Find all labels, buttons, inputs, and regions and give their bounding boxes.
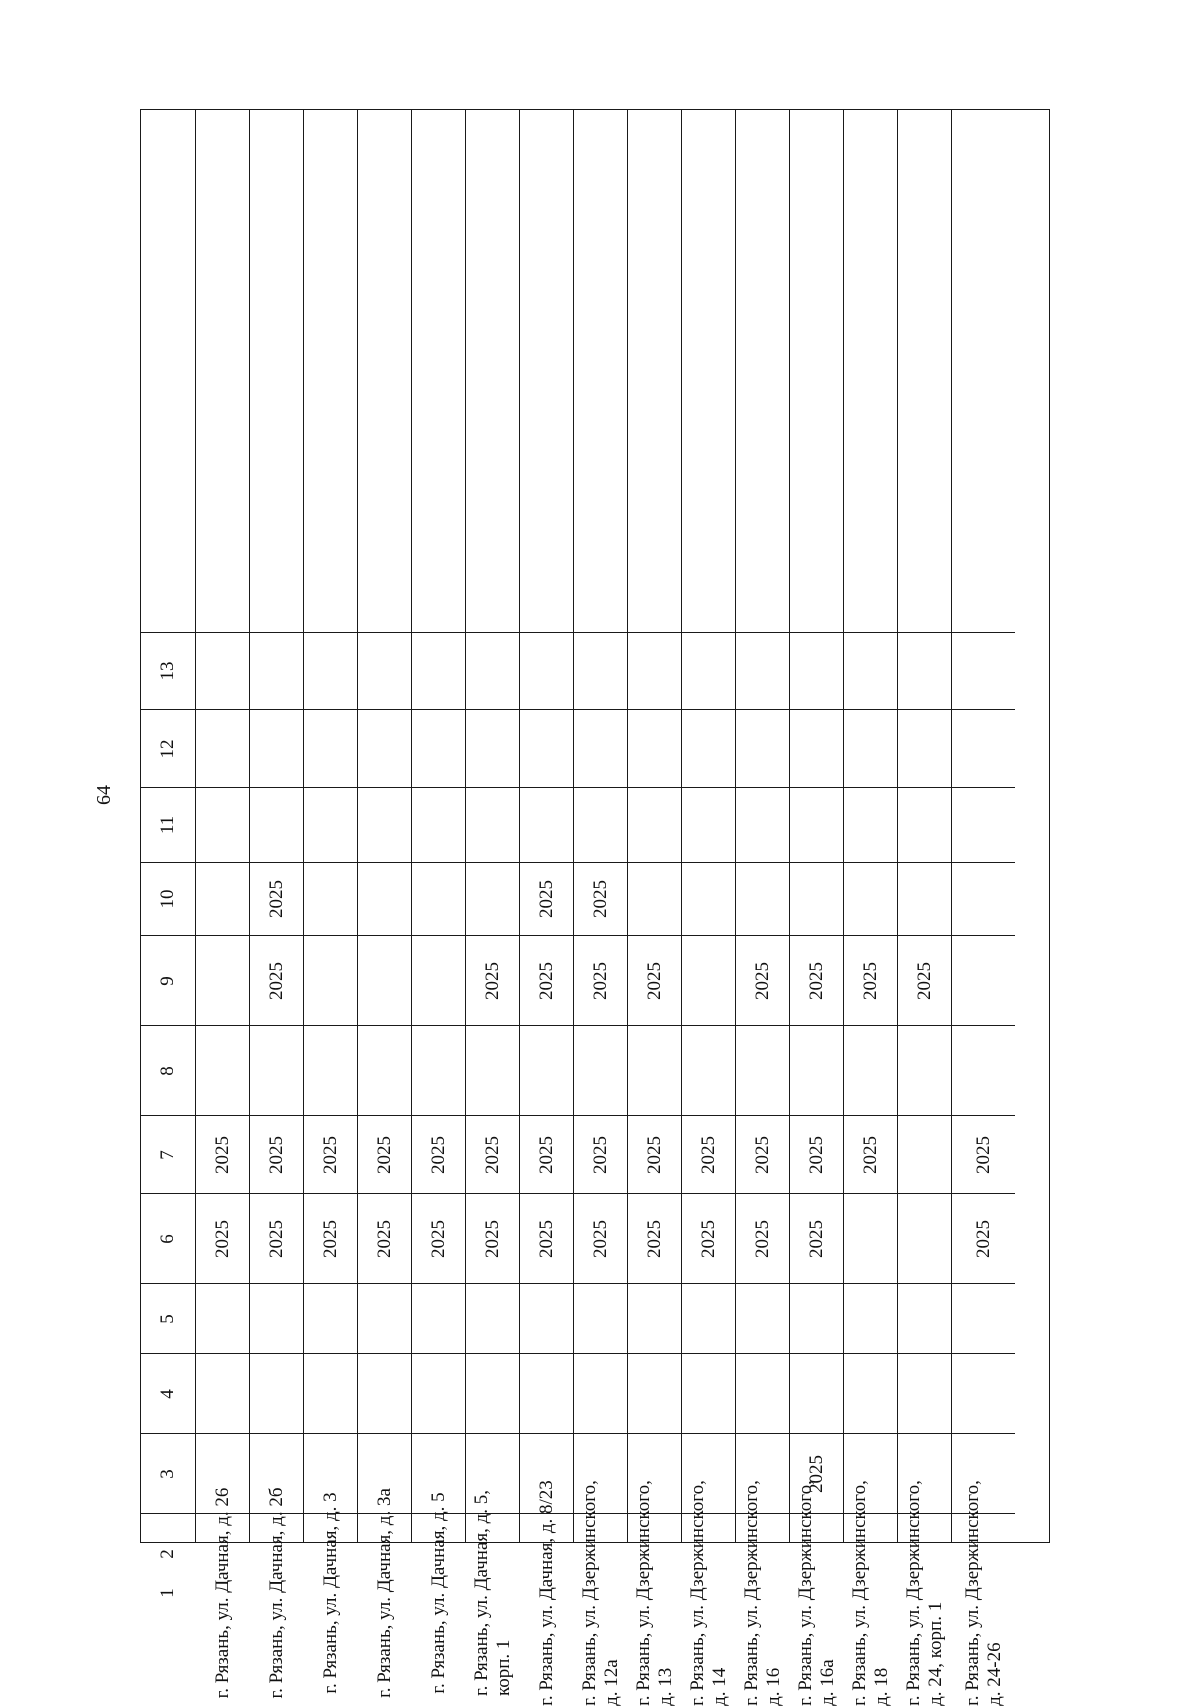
year-cell [466,1433,519,1513]
table-row [735,110,789,1706]
table-row [843,110,897,1706]
year-cell [898,1433,951,1513]
year-value: 2025 [805,1454,827,1493]
address-line: д. 13 [654,1667,676,1706]
year-cell [682,709,735,787]
year-cell [196,1283,249,1353]
year-cell [628,1283,681,1353]
year-cell [358,632,411,709]
year-cell [304,1513,357,1593]
year-cell [358,862,411,935]
year-cell [520,1433,573,1513]
year-cell [790,862,843,935]
year-cell [628,709,681,787]
year-cell [412,1115,465,1193]
year-cell [304,709,357,787]
year-cell [628,1025,681,1115]
table-row [465,110,519,1697]
year-value: 2025 [589,1219,611,1258]
year-value: 2025 [972,1219,994,1258]
column-header-label: 1 [157,1588,178,1598]
year-cell [358,1353,411,1433]
year-cell [520,1025,573,1115]
year-cell [952,709,1015,787]
year-value: 2025 [373,1219,395,1258]
year-cell [952,787,1015,862]
year-cell [682,787,735,862]
year-cell [196,1115,249,1193]
address-line: г. Рязань, ул. Дзержинского, [632,1480,654,1706]
year-cell [466,1283,519,1353]
year-cell [952,862,1015,935]
year-cell [736,935,789,1025]
year-cell [196,632,249,709]
year-cell [736,1193,789,1283]
year-cell [304,632,357,709]
year-cell [736,632,789,709]
year-cell [196,862,249,935]
table-row [627,110,681,1706]
year-cell [250,1283,303,1353]
year-cell [628,1115,681,1193]
year-cell [898,1283,951,1353]
year-cell [898,1193,951,1283]
address-line: г. Рязань, ул. Дзержинского, [848,1480,870,1706]
year-cell [250,862,303,935]
column-header-label: 5 [157,1313,178,1324]
year-cell [574,1283,627,1353]
address-line: г. Рязань, ул. Дзержинского, [961,1480,983,1706]
year-value: 2025 [697,1135,719,1174]
year-cell [790,632,843,709]
year-cell [412,787,465,862]
year-cell [682,1025,735,1115]
year-value: 2025 [265,1219,287,1258]
year-cell [844,1513,897,1593]
year-value: 2025 [697,1219,719,1258]
year-cell [898,862,951,935]
year-cell [574,862,627,935]
year-cell [574,1513,627,1593]
table-row [303,110,357,1694]
year-cell [844,1193,897,1283]
year-cell [466,935,519,1025]
year-cell [790,709,843,787]
address-line: д. 24, корп. 1 [924,1601,946,1706]
table-row [951,110,1015,1706]
year-cell [358,935,411,1025]
year-cell [682,1433,735,1513]
year-value: 2025 [481,1135,503,1174]
year-cell [790,1193,843,1283]
year-cell [952,1283,1015,1353]
year-cell [412,1025,465,1115]
year-value: 2025 [265,880,287,918]
header-row [141,110,195,1598]
year-cell [196,709,249,787]
column-header-label: 12 [157,739,178,758]
year-cell [304,935,357,1025]
year-cell [736,1283,789,1353]
year-cell [412,1433,465,1513]
year-cell [196,1513,249,1593]
column-header-cell [141,1513,195,1593]
year-value: 2025 [751,961,773,1000]
year-cell [466,1353,519,1433]
year-cell [898,935,951,1025]
year-cell [304,1433,357,1513]
column-header-cell [141,709,195,787]
address-line: д. 18 [870,1667,892,1706]
column-header-label: 2 [157,1548,178,1559]
year-value: 2025 [535,1219,557,1258]
year-cell [412,709,465,787]
year-cell [358,1115,411,1193]
column-header-cell [141,1115,195,1193]
year-cell [250,709,303,787]
table-row [411,110,465,1694]
year-value: 2025 [427,1135,449,1174]
year-value: 2025 [751,1135,773,1174]
year-cell [898,709,951,787]
column-header-label: 8 [157,1065,178,1076]
year-cell [628,935,681,1025]
column-header-label: 6 [157,1233,178,1244]
year-value: 2025 [859,1135,881,1174]
year-cell [304,1193,357,1283]
year-cell [304,1353,357,1433]
year-cell [790,1283,843,1353]
year-cell [304,1115,357,1193]
year-value: 2025 [319,1219,341,1258]
year-cell [520,1115,573,1193]
year-cell [952,1353,1015,1433]
year-cell [790,1433,843,1513]
year-value: 2025 [211,1135,233,1174]
year-cell [466,632,519,709]
year-cell [250,1025,303,1115]
address-line: д. 16а [816,1659,838,1706]
year-cell [844,632,897,709]
address-line: г. Рязань, ул. Дачная, д. 5, [470,1489,492,1697]
year-cell [682,1115,735,1193]
address-line: г. Рязань, ул. Дачная, д. 3а [373,1488,395,1698]
year-cell [844,1353,897,1433]
year-cell [628,1513,681,1593]
year-cell [520,1513,573,1593]
address-line: г. Рязань, ул. Дачная, д. 8/23 [535,1480,557,1706]
address-line: д. 12а [600,1659,622,1706]
year-cell [250,1115,303,1193]
column-header-cell [141,1283,195,1353]
year-cell [412,935,465,1025]
year-cell [574,1193,627,1283]
year-cell [682,1353,735,1433]
year-cell [466,1513,519,1593]
year-cell [628,1433,681,1513]
year-value: 2025 [805,1135,827,1174]
year-cell [844,1025,897,1115]
year-cell [196,1433,249,1513]
address-line: г. Рязань, ул. Дзержинского, [794,1480,816,1706]
address-line: г. Рязань, ул. Дачная, д. 26 [211,1487,233,1699]
year-value: 2025 [589,880,611,918]
year-cell [682,632,735,709]
year-cell [250,1433,303,1513]
year-value: 2025 [859,961,881,1000]
address-line: г. Рязань, ул. Дачная, д. 3 [319,1492,341,1694]
year-cell [844,1433,897,1513]
year-cell [898,632,951,709]
year-cell [844,709,897,787]
year-cell [790,1513,843,1593]
year-cell [358,1513,411,1593]
year-cell [412,632,465,709]
year-cell [844,1115,897,1193]
rotated-table [140,109,1050,1706]
year-cell [574,1115,627,1193]
year-value: 2025 [913,961,935,1000]
year-cell [898,1353,951,1433]
year-cell [790,935,843,1025]
table-row [681,110,735,1706]
year-cell [520,1193,573,1283]
year-cell [682,1193,735,1283]
year-cell [736,709,789,787]
address-line: корп. 1 [492,1639,514,1697]
year-cell [682,1283,735,1353]
year-cell [952,935,1015,1025]
table-row [249,110,303,1699]
year-cell [682,1513,735,1593]
year-cell [304,787,357,862]
year-cell [412,1353,465,1433]
year-cell [682,935,735,1025]
year-cell [898,1115,951,1193]
year-cell [466,709,519,787]
year-value: 2025 [805,1219,827,1258]
address-line: г. Рязань, ул. Дзержинского, [578,1480,600,1706]
year-cell [304,862,357,935]
column-header-cell [141,862,195,935]
year-value: 2025 [972,1135,994,1174]
year-cell [628,787,681,862]
year-value: 2025 [535,961,557,1000]
year-cell [304,1283,357,1353]
year-cell [466,862,519,935]
column-header-label: 10 [157,889,178,909]
column-header-cell [141,632,195,709]
table-row [897,110,951,1706]
year-cell [466,1193,519,1283]
year-cell [898,1025,951,1115]
year-cell [520,1283,573,1353]
table-row [357,110,411,1698]
year-cell [682,862,735,935]
year-cell [412,1193,465,1283]
year-cell [736,1513,789,1593]
year-cell [628,1193,681,1283]
year-cell [412,1283,465,1353]
column-header-cell [141,1353,195,1433]
year-value: 2025 [319,1135,341,1174]
year-value: 2025 [211,1219,233,1258]
table-row [195,110,249,1699]
year-cell [952,1513,1015,1593]
year-cell [196,1353,249,1433]
address-line: г. Рязань, ул. Дачная, д. 2б [265,1487,287,1699]
year-cell [196,1025,249,1115]
column-header-label: 4 [157,1388,178,1399]
year-cell [196,935,249,1025]
year-cell [250,1513,303,1593]
year-value: 2025 [535,1135,557,1174]
year-cell [736,862,789,935]
year-cell [412,862,465,935]
year-value: 2025 [265,961,287,1000]
year-cell [736,1115,789,1193]
year-cell [952,1025,1015,1115]
column-header-cell [141,1433,195,1513]
year-cell [250,787,303,862]
year-value: 2025 [805,961,827,1000]
year-cell [358,787,411,862]
year-cell [574,632,627,709]
year-cell [520,1353,573,1433]
year-value: 2025 [373,1135,395,1174]
year-cell [304,1025,357,1115]
address-line: г. Рязань, ул. Дачная, д. 5 [427,1492,449,1694]
year-cell [250,1353,303,1433]
year-cell [196,1193,249,1283]
column-header-label: 3 [157,1468,178,1479]
year-cell [844,935,897,1025]
year-value: 2025 [643,1135,665,1174]
address-line: д. 14 [708,1667,730,1706]
year-cell [574,935,627,1025]
year-cell [736,1025,789,1115]
year-cell [790,787,843,862]
year-value: 2025 [481,961,503,1000]
year-value: 2025 [265,1135,287,1174]
year-cell [466,1025,519,1115]
year-value: 2025 [751,1219,773,1258]
year-value: 2025 [643,961,665,1000]
address-line: д. 24-26 [983,1642,1005,1706]
column-header-label: 7 [157,1149,178,1160]
column-header-cell [141,1193,195,1283]
year-cell [358,1283,411,1353]
year-cell [574,1433,627,1513]
year-cell [736,1353,789,1433]
year-cell [574,709,627,787]
year-cell [520,632,573,709]
year-cell [952,1193,1015,1283]
year-value: 2025 [589,1135,611,1174]
year-value: 2025 [643,1219,665,1258]
year-cell [196,787,249,862]
year-cell [952,1433,1015,1513]
year-cell [628,632,681,709]
year-cell [466,1115,519,1193]
column-header-cell [141,935,195,1025]
year-cell [844,787,897,862]
column-header-label: 11 [157,815,178,835]
column-header-label: 9 [157,975,178,986]
table-row [519,110,573,1706]
year-cell [952,1115,1015,1193]
address-line: г. Рязань, ул. Дзержинского, [902,1480,924,1706]
year-cell [790,1025,843,1115]
year-cell [574,787,627,862]
year-cell [520,787,573,862]
year-cell [250,1193,303,1283]
year-cell [466,787,519,862]
year-cell [844,1283,897,1353]
year-value: 2025 [589,961,611,1000]
year-cell [844,862,897,935]
table-row [789,110,843,1706]
year-value: 2025 [427,1219,449,1258]
column-header-label: 13 [157,661,178,681]
year-cell [412,1513,465,1593]
year-cell [250,632,303,709]
year-cell [952,632,1015,709]
year-cell [628,1353,681,1433]
table-row [573,110,627,1706]
year-cell [736,787,789,862]
year-cell [628,862,681,935]
year-cell [358,1025,411,1115]
year-cell [358,1433,411,1513]
year-cell [250,935,303,1025]
year-value: 2025 [481,1219,503,1258]
year-cell [898,1513,951,1593]
page-number: 64 [93,785,115,805]
year-cell [520,862,573,935]
year-cell [358,1193,411,1283]
year-cell [574,1353,627,1433]
year-cell [358,709,411,787]
year-cell [790,1353,843,1433]
year-cell [790,1115,843,1193]
column-header-cell [141,1025,195,1115]
address-line: г. Рязань, ул. Дзержинского, [740,1480,762,1706]
year-value: 2025 [535,880,557,918]
address-line: г. Рязань, ул. Дзержинского, [686,1480,708,1706]
year-cell [520,935,573,1025]
column-header-cell [141,787,195,862]
year-cell [520,709,573,787]
address-line: д. 16 [762,1667,784,1706]
year-cell [736,1433,789,1513]
year-cell [574,1025,627,1115]
year-cell [898,787,951,862]
